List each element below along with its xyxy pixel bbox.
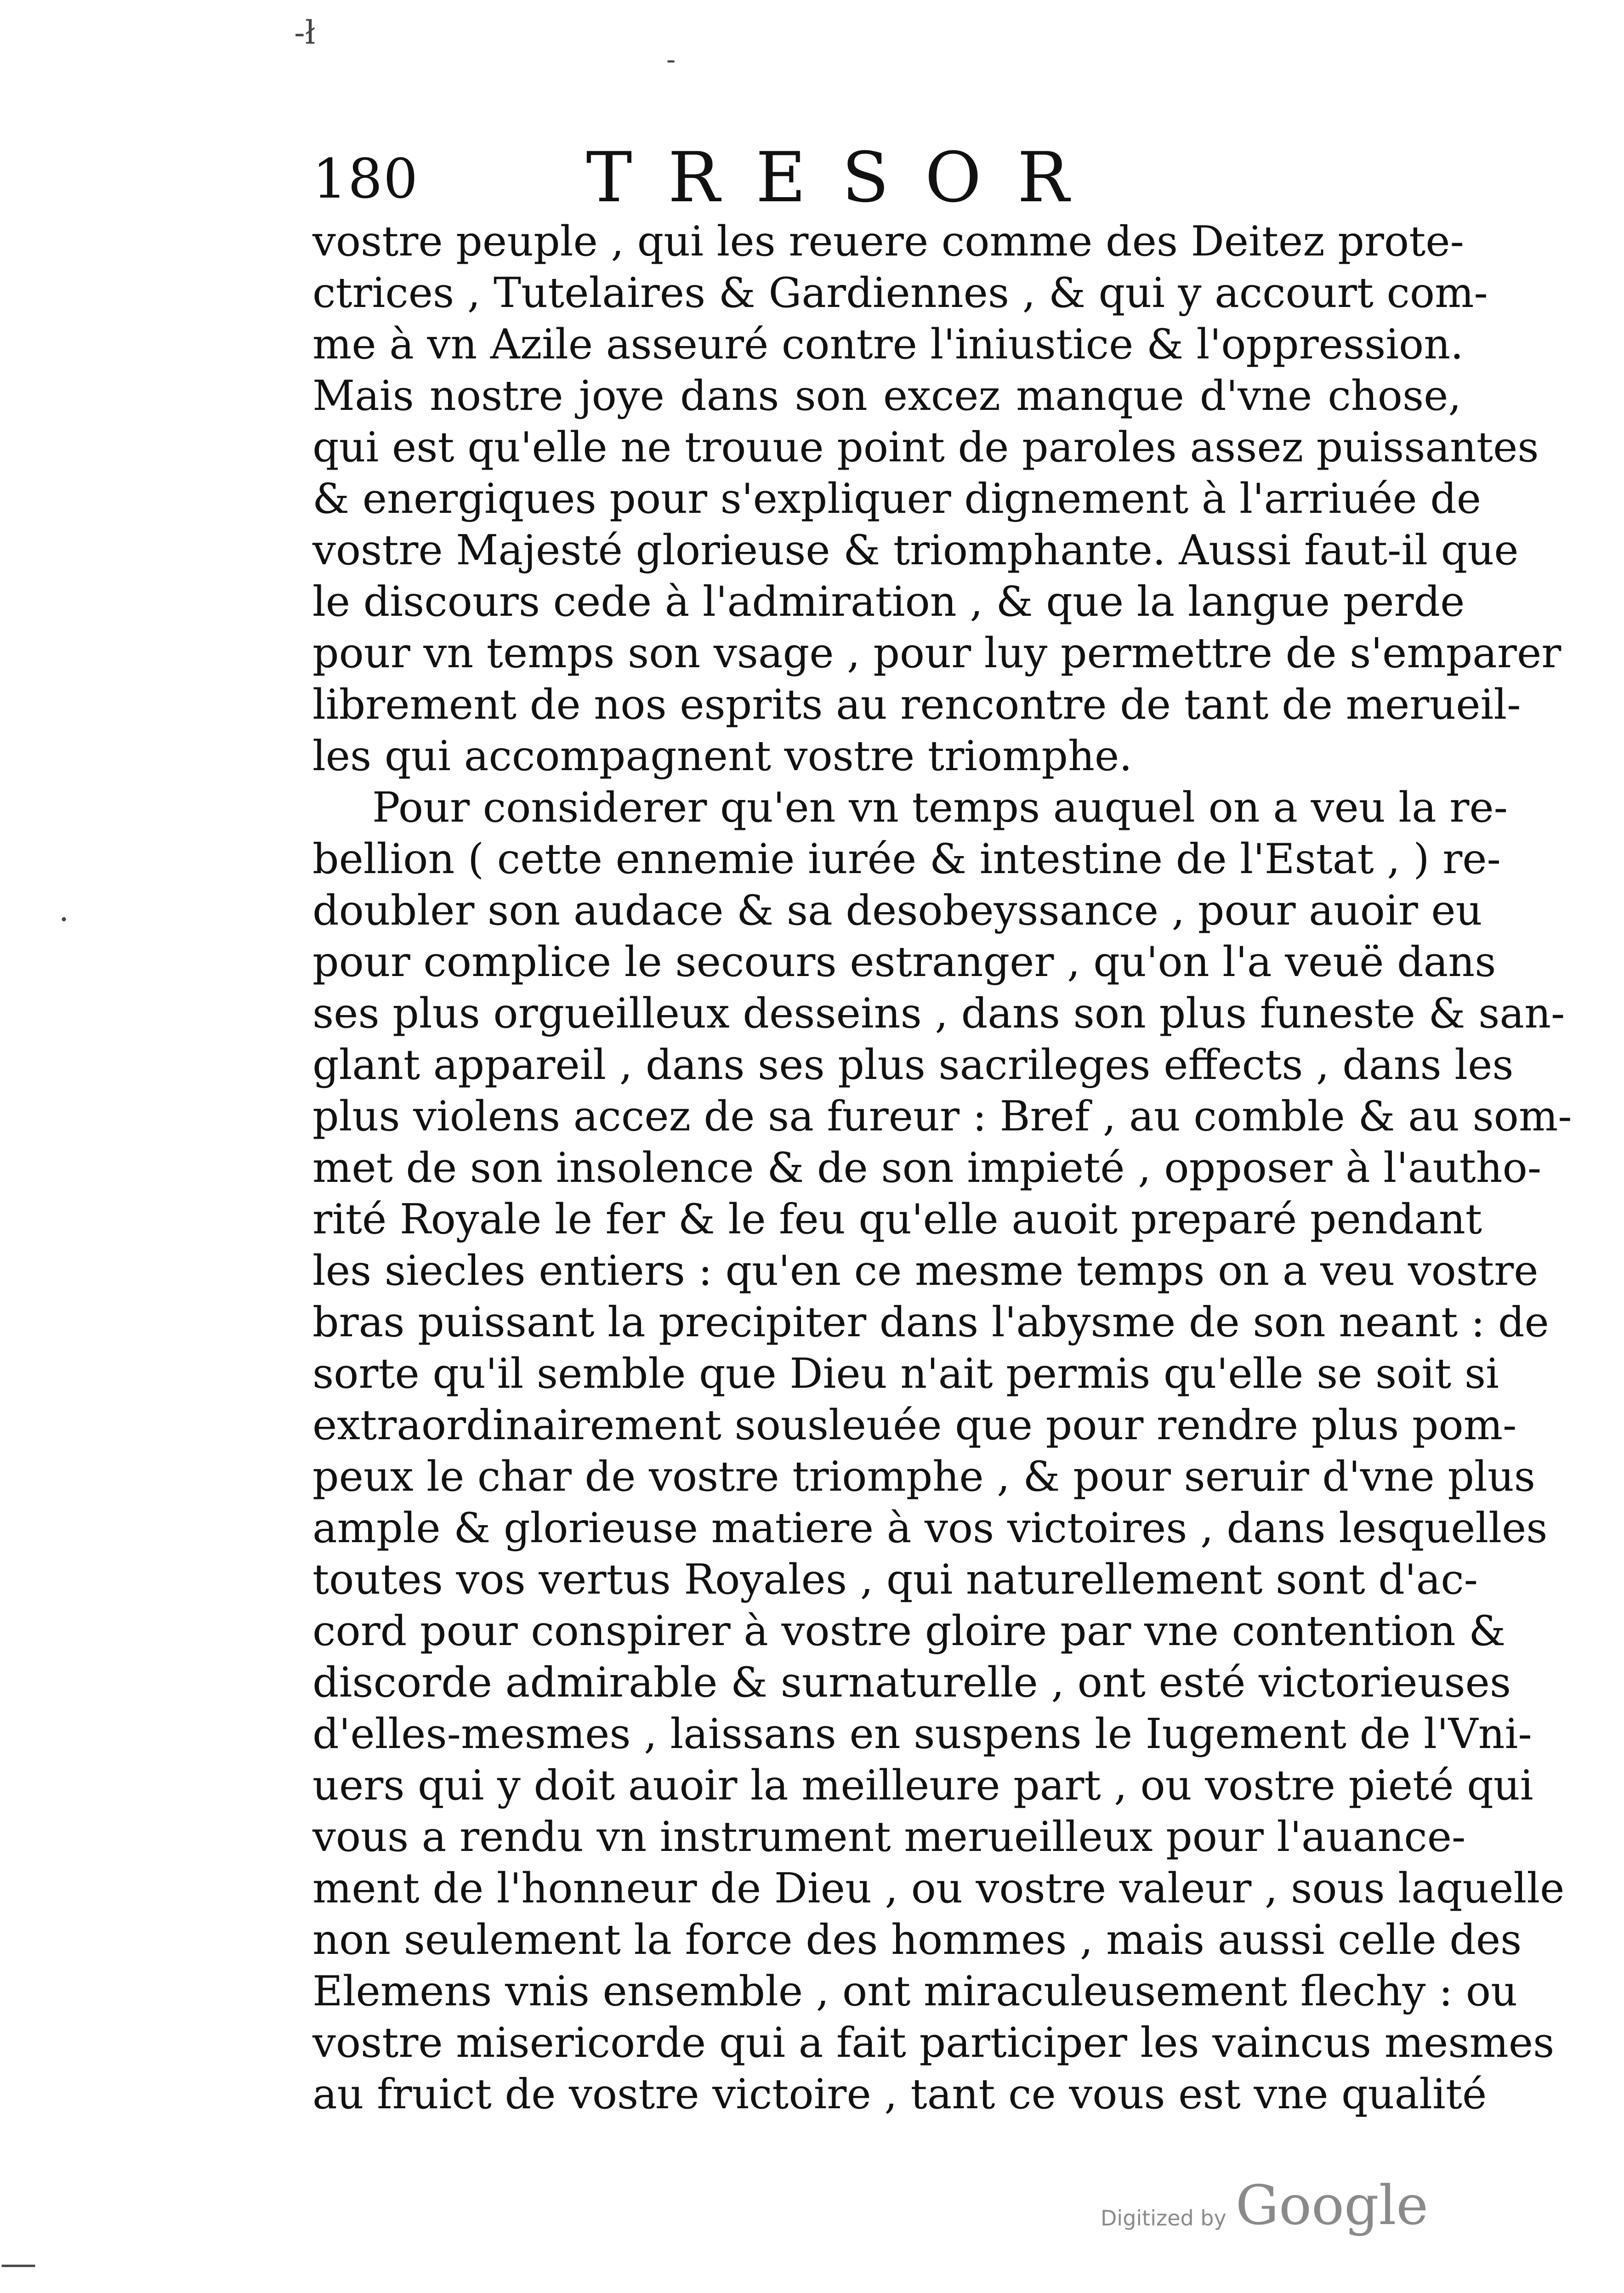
digitized-by-label: Digitized by: [1101, 2206, 1227, 2231]
text-line: doubler son audace & sa desobeyssance , pour auoir eu: [312, 886, 1482, 935]
text-line: vostre Majesté glorieuse & triomphante. Aussi faut-il que: [312, 526, 1519, 574]
text-line: bellion ( cette ennemie iurée & intestine de l'Estat , ) re-: [312, 835, 1501, 883]
text-line: vostre misericorde qui a fait participer les vaincus mesmes: [312, 2019, 1555, 2067]
text-line: les qui accompagnent vostre triomphe.: [312, 732, 1132, 780]
text-line: cord pour conspirer à vostre gloire par vne contention &: [312, 1607, 1506, 1655]
text-line: le discours cede à l'admiration , & que la langue perde: [312, 578, 1465, 626]
text-line: me à vn Azile asseuré contre l'iniustice & l'oppression.: [312, 320, 1464, 369]
paragraph-first-line: Pour considerer qu'en vn temps auquel on a veu la re-: [372, 783, 1508, 832]
text-line: extraordinairement sousleuée que pour rendre plus pom-: [312, 1401, 1517, 1449]
body-text: [312, 216, 1572, 2120]
margin-mark: -: [666, 44, 676, 76]
text-line: d'elles-mesmes , laissans en suspens le Iugement de l'Vni-: [312, 1710, 1532, 1758]
margin-mark: ·: [59, 901, 69, 938]
text-line: ses plus orgueilleux desseins , dans son plus funeste & san-: [312, 989, 1565, 1038]
text-line: au fruict de vostre victoire , tant ce vous est vne qualité: [312, 2070, 1487, 2118]
text-line: les siecles entiers : qu'en ce mesme temps on a veu vostre: [312, 1247, 1539, 1295]
text-line: & energiques pour s'expliquer dignement à l'arriuée de: [312, 475, 1482, 523]
text-line: qui est qu'elle ne trouue point de paroles assez puissantes: [312, 423, 1539, 471]
text-line: ment de l'honneur de Dieu , ou vostre valeur , sous laquelle: [312, 1864, 1565, 1913]
text-line: glant appareil , dans ses plus sacrileges effects , dans les: [312, 1041, 1514, 1089]
text-line: bras puissant la precipiter dans l'abysme de son neant : de: [312, 1298, 1549, 1346]
margin-mark: —: [0, 2242, 37, 2284]
text-line: pour vn temps son vsage , pour luy permettre de s'emparer: [312, 629, 1562, 677]
margin-mark: -ł: [294, 14, 316, 51]
text-line: Mais nostre joye dans son excez manque d'vne chose,: [312, 372, 1461, 420]
page-number: 180: [312, 147, 419, 210]
page-header: [312, 138, 1452, 218]
text-line: peux le char de vostre triomphe , & pour seruir d'vne plus: [312, 1453, 1535, 1501]
text-line: plus violens accez de sa fureur : Bref , au comble & au som-: [312, 1092, 1572, 1141]
text-line: discorde admirable & surnaturelle , ont esté victorieuses: [312, 1658, 1511, 1707]
digitized-by-watermark: [1101, 2174, 1428, 2237]
text-line: ample & glorieuse matiere à vos victoires , dans lesquelles: [312, 1504, 1548, 1552]
running-head: TRESOR: [586, 138, 1105, 218]
text-line: toutes vos vertus Royales , qui naturellement sont d'ac-: [312, 1555, 1478, 1604]
text-line: librement de nos esprits au rencontre de tant de merueil-: [312, 681, 1521, 729]
text-line: vostre peuple , qui les reuere comme des Deitez prote-: [312, 217, 1464, 266]
text-line: uers qui y doit auoir la meilleure part , ou vostre pieté qui: [312, 1761, 1533, 1810]
text-line: pour complice le secours estranger , qu'on l'a veuë dans: [312, 938, 1496, 986]
text-line: Elemens vnis ensemble , ont miraculeusement flechy : ou: [312, 1967, 1518, 2015]
google-logo: Google: [1235, 2174, 1429, 2237]
text-line: ctrices , Tutelaires & Gardiennes , & qui y accourt com-: [312, 269, 1488, 317]
text-line: vous a rendu vn instrument merueilleux pour l'auance-: [312, 1813, 1466, 1861]
text-line: non seulement la force des hommes , mais aussi celle des: [312, 1916, 1522, 1964]
text-line: sorte qu'il semble que Dieu n'ait permis qu'elle se soit si: [312, 1350, 1499, 1398]
text-line: met de son insolence & de son impieté , opposer à l'autho-: [312, 1144, 1542, 1192]
text-line: rité Royale le fer & le feu qu'elle auoit preparé pendant: [312, 1195, 1482, 1243]
